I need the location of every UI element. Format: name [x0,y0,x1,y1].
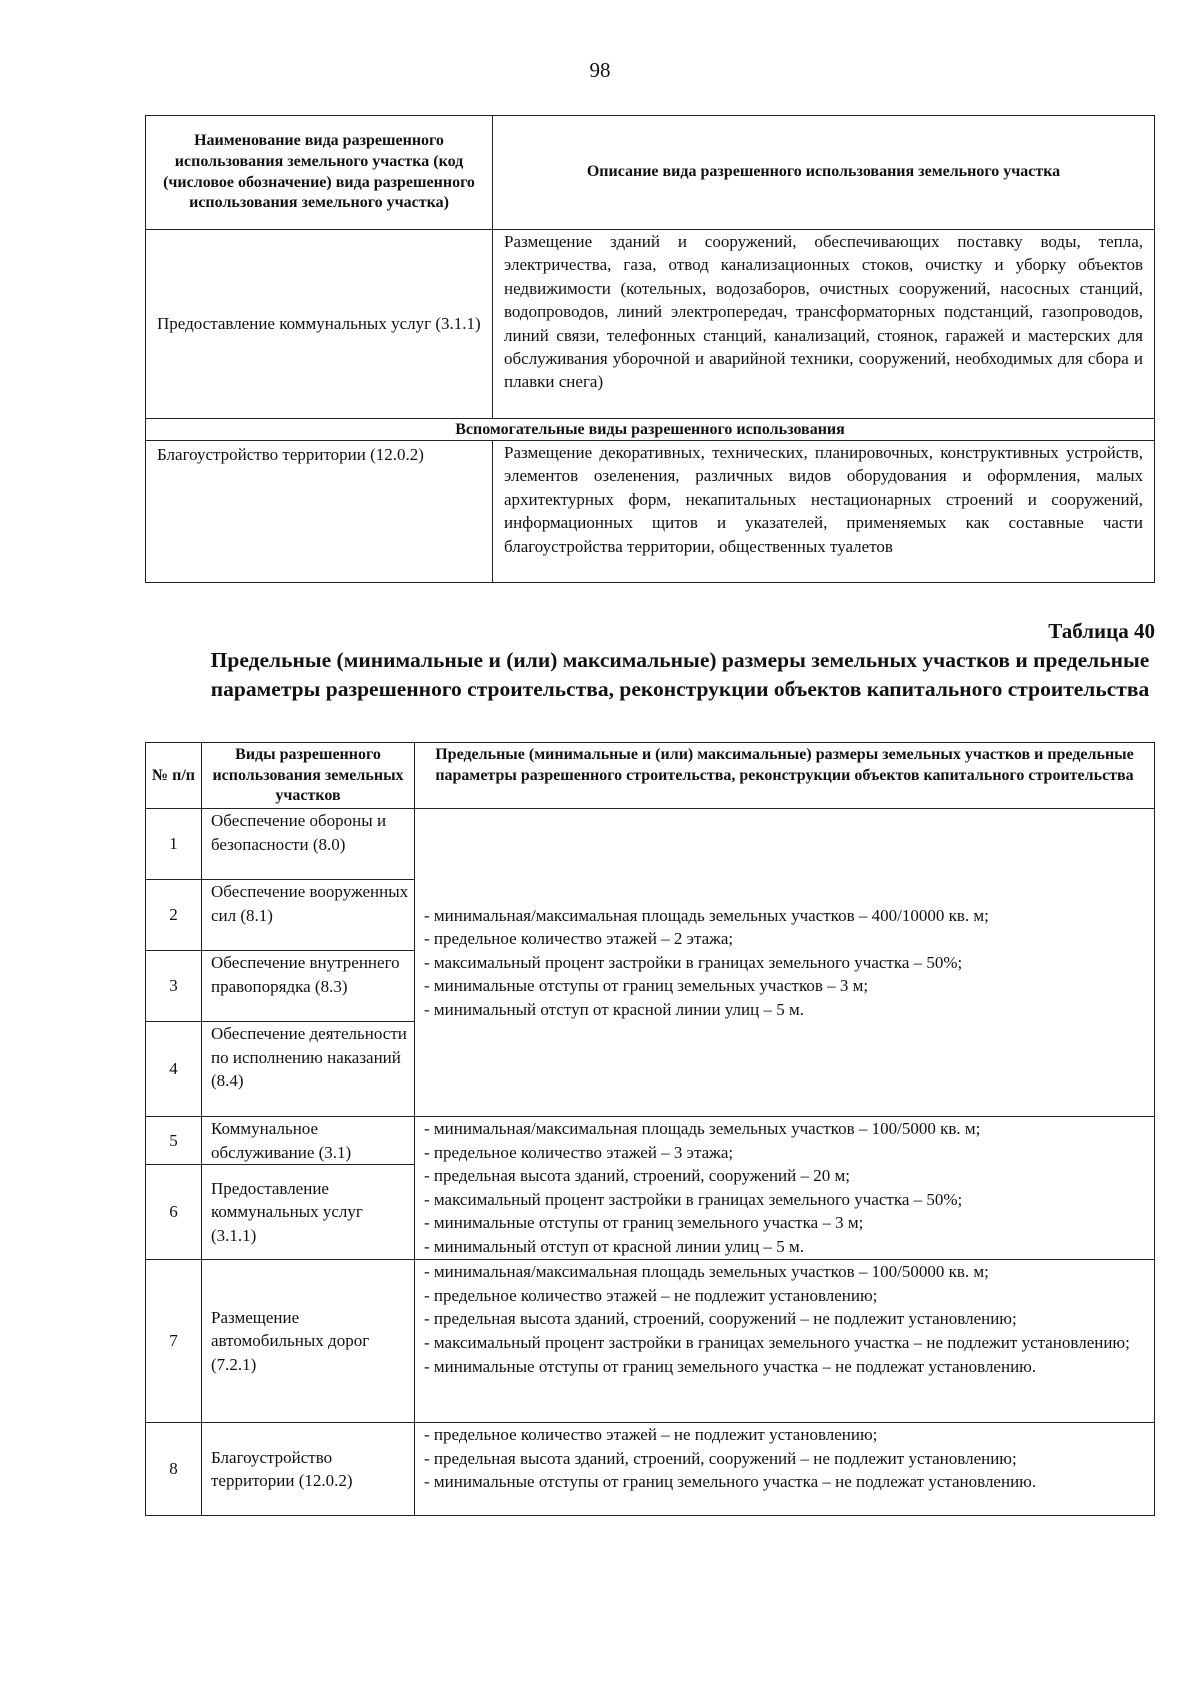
param-line: - максимальный процент застройки в границах земельного участка – не подлежит установлению; [424,1332,1130,1352]
params-cell [415,1423,1155,1516]
row-number: 4 [146,1022,202,1117]
table-row [146,1423,1155,1516]
table-header-row [146,743,1155,809]
parameters-table [145,742,1155,1516]
param-line: - минимальные отступы от границ земельных участков – 3 м; [424,976,869,996]
row-number: 5 [146,1117,202,1165]
param-line: - минимальные отступы от границ земельного участка – не подлежат установлению. [424,1356,1037,1376]
param-line: - предельное количество этажей – 2 этажа; [424,929,734,949]
table-row [146,1117,1155,1165]
header-number: № п/п [146,743,202,809]
use-type-cell: Обеспечение обороны и безопасности (8.0) [202,809,415,880]
use-type-cell: Коммунальное обслуживание (3.1) [202,1117,415,1165]
header-parameters: Предельные (минимальные и (или) максимальные) размеры земельных участков и предельные параметры разрешенного строительства, реконструкции объектов капитального строительства [415,743,1155,809]
row-number: 2 [146,880,202,951]
table-row [146,230,1155,419]
param-line: - предельная высота зданий, строений, сооружений – не подлежит установлению; [424,1448,1017,1468]
use-type-cell: Обеспечение вооруженных сил (8.1) [202,880,415,951]
param-line: - максимальный процент застройки в границах земельного участка – 50%; [424,952,963,972]
table-title: Предельные (минимальные и (или) максимальные) размеры земельных участков и предельные параметры разрешенного строительства, реконструкции объектов капитального строительства [210,648,1150,701]
row-number: 6 [146,1165,202,1260]
header-use-type: Виды разрешенного использования земельных участков [202,743,415,809]
use-description-cell: Размещение декоративных, технических, планировочных, конструктивных устройств, элементов озеленения, различных видов оборудования и оформления, малых архитектурных форм, некапитальных нестационарных строений и сооружений, информационных щитов и указателей, применяемых как составные части благоустройства территории, общественных туалетов [493,441,1155,583]
table-header-row [146,116,1155,230]
section-row [146,419,1155,441]
param-line: - предельная высота зданий, строений, сооружений – не подлежит установлению; [424,1309,1017,1329]
param-line: - минимальный отступ от красной линии улиц – 5 м. [424,999,804,1019]
use-type-cell: Обеспечение деятельности по исполнению наказаний (8.4) [202,1022,415,1117]
use-type-cell: Благоустройство территории (12.0.2) [202,1423,415,1516]
table-row [146,1260,1155,1423]
row-number: 1 [146,809,202,880]
param-line: - минимальная/максимальная площадь земельных участков – 100/50000 кв. м; [424,1262,989,1282]
row-number: 7 [146,1260,202,1423]
row-number: 3 [146,951,202,1022]
param-line: - максимальный процент застройки в границах земельного участка – 50%; [424,1189,963,1209]
use-type-cell: Размещение автомобильных дорог (7.2.1) [202,1260,415,1423]
section-title: Вспомогательные виды разрешенного использования [146,419,1155,441]
table-row [146,441,1155,583]
table-row [146,809,1155,880]
param-line: - предельное количество этажей – 3 этажа; [424,1142,734,1162]
params-cell [415,1260,1155,1423]
params-cell [415,809,1155,1117]
params-cell [415,1117,1155,1260]
param-line: - предельное количество этажей – не подлежит установлению; [424,1285,878,1305]
use-type-cell: Предоставление коммунальных услуг (3.1.1) [202,1165,415,1260]
param-line: - предельное количество этажей – не подлежит установлению; [424,1425,878,1445]
table-label: Таблица 40 [1048,619,1155,643]
permitted-use-table [145,115,1155,583]
row-number: 8 [146,1423,202,1516]
param-line: - минимальная/максимальная площадь земельных участков – 100/5000 кв. м; [424,1119,981,1138]
header-use-name: Наименование вида разрешенного использования земельного участка (код (числовое обозначение) вида разрешенного использования земельного участка) [146,116,493,230]
use-description-cell: Размещение зданий и сооружений, обеспечивающих поставку воды, тепла, электричества, газа, отвод канализационных стоков, очистку и уборку объектов недвижимости (котельных, водозаборов, очистных сооружений, насосных станций, водопроводов, линий электропередач, трансформаторных подстанций, газопроводов, линий связи, телефонных станций, канализаций, стоянок, гаражей и мастерских для обслуживания уборочной и аварийной техники, сооружений, необходимых для сбора и плавки снега) [493,230,1155,419]
use-type-cell: Обеспечение внутреннего правопорядка (8.3) [202,951,415,1022]
page-number: 98 [589,58,611,82]
param-line: - предельная высота зданий, строений, сооружений – 20 м; [424,1166,850,1186]
param-line: - минимальные отступы от границ земельного участка – не подлежат установлению. [424,1472,1037,1492]
param-line: - минимальные отступы от границ земельного участка – 3 м; [424,1213,864,1233]
param-line: - минимальный отступ от красной линии улиц – 5 м. [424,1236,804,1256]
use-name-cell: Благоустройство территории (12.0.2) [146,441,493,583]
param-line: - минимальная/максимальная площадь земельных участков – 400/10000 кв. м; [424,905,989,925]
use-name-cell: Предоставление коммунальных услуг (3.1.1) [146,230,493,419]
header-use-description: Описание вида разрешенного использования земельного участка [493,116,1155,230]
